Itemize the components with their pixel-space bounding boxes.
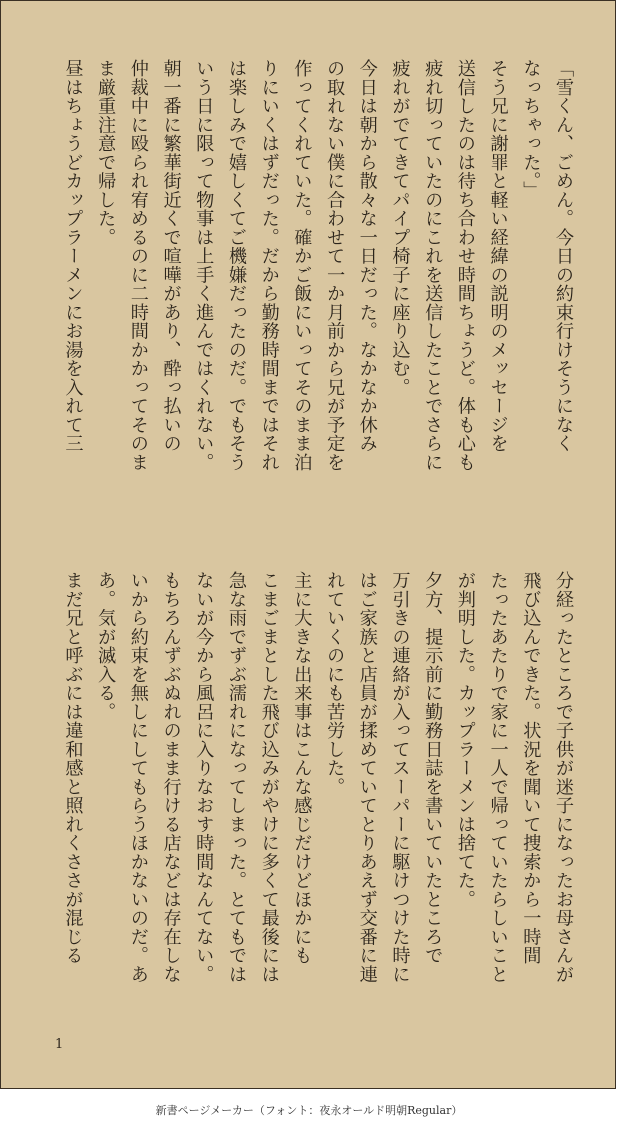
upper-text-block [49, 59, 579, 539]
text-column: りにいくはずだった。だから勤務時間まではそれ [258, 59, 280, 472]
text-column: 疲れがでてきてパイプ椅子に座り込む。 [389, 59, 411, 397]
text-column: 朝一番に繁華街近くで喧嘩があり、酔っ払いの [160, 59, 182, 453]
text-column: 昼はちょうどカップラーメンにお湯を入れて三 [62, 59, 84, 453]
text-column: まだ兄と呼ぶには違和感と照れくささが混じる [62, 571, 84, 965]
text-column: の取れない僕に合わせて一か月前から兄が予定を [324, 59, 346, 472]
text-column: 疲れ切っていたのにこれを送信したことでさらに [422, 59, 444, 472]
text-column: 分経ったところで子供が迷子になったお母さんが [553, 571, 574, 984]
page-number: 1 [55, 1037, 64, 1052]
text-column: 急な雨でずぶ濡れになってしまった。とてもでは [225, 571, 247, 984]
text-column: たったあたりで家に一人で帰っていたらしいこと [487, 571, 509, 984]
text-column: れていくのにも苦労した。 [324, 571, 346, 796]
text-column: あ。気が滅入る。 [95, 571, 117, 721]
text-column: 送信したのは待ち合わせ時間ちょうど。体も心も [454, 59, 476, 472]
text-column: は楽しみで嬉しくてご機嫌だったのだ。でもそう [225, 59, 247, 472]
text-column: が判明した。カップラーメンは捨てた。 [454, 571, 476, 909]
text-column: ま厳重注意で帰した。 [95, 59, 117, 247]
text-column: こまごまとした飛び込みがやけに多くて最後には [258, 571, 280, 984]
text-column: 万引きの連絡が入ってスーパーに駆けつけた時に [389, 571, 411, 984]
footer-caption: 新書ページメーカー（フォント：夜永オールド明朝Regular） [155, 1104, 463, 1117]
text-column: いう日に限って物事は上手く進んではくれない。 [193, 59, 215, 472]
text-column: もちろんずぶぬれのまま行ける店などは存在しな [160, 571, 182, 984]
text-column: 飛び込んできた。状況を聞いて捜索から一時間 [520, 571, 542, 965]
lower-text-block [49, 571, 579, 1051]
text-column: はご家族と店員が揉めていてとりあえず交番に連 [356, 571, 378, 984]
text-column: 仲裁中に殴られ宥めるのに二時間かかってそのま [127, 59, 149, 472]
text-column: いから約束を無しにしてもらうほかないのだ。あ [127, 571, 149, 984]
text-column: ないが今から風呂に入りなおす時間なんてない。 [193, 571, 215, 984]
text-column: 夕方、提示前に勤務日誌を書いていたところで [422, 571, 444, 965]
text-column: 今日は朝から散々な一日だった。なかなか休み [356, 59, 378, 453]
text-column: 「雪くん、ごめん。今日の約束行けそうになく [553, 59, 574, 453]
text-column: 主に大きな出来事はこんな感じだけどほかにも [291, 571, 313, 965]
text-column: そう兄に謝罪と軽い経緯の説明のメッセージを [487, 59, 509, 453]
text-column: なっちゃった。」 [520, 59, 542, 200]
text-column: 作ってくれていた。確かご飯にいってそのまま泊 [291, 59, 313, 472]
